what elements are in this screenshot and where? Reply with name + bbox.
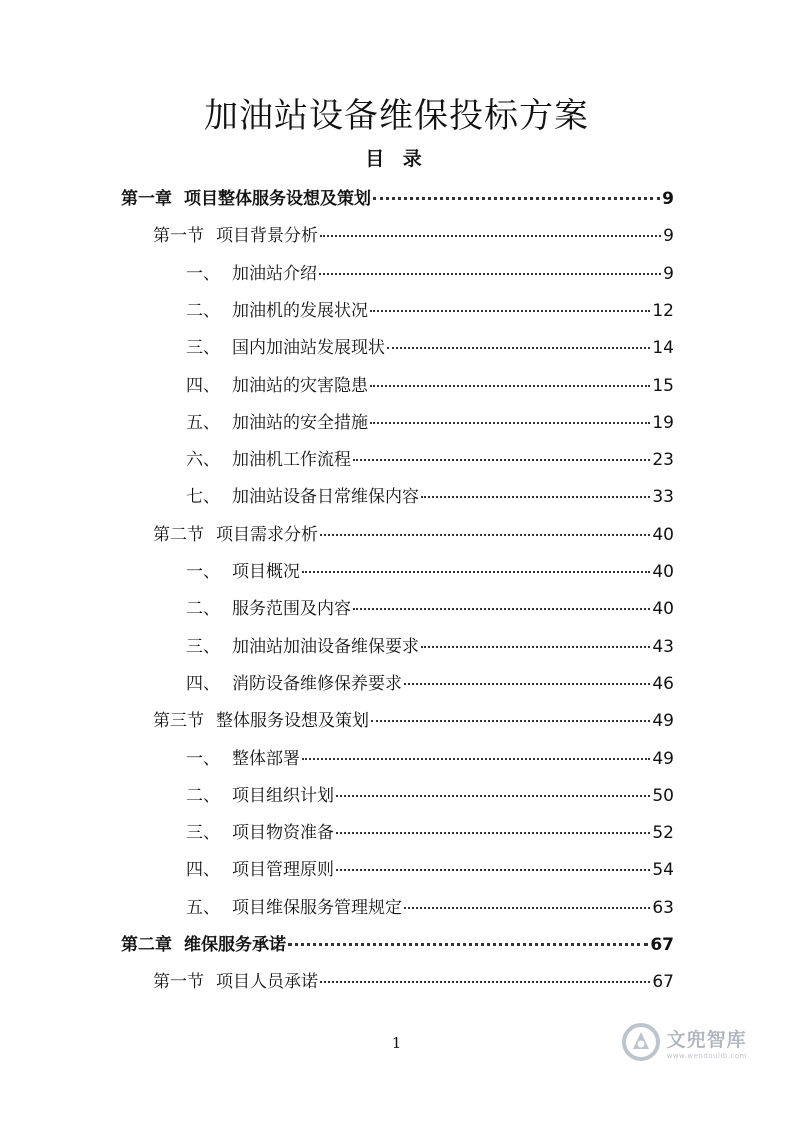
toc-entry-prefix: 第一节 <box>153 972 204 993</box>
toc-entry-prefix: 二、 <box>186 599 220 620</box>
toc-entry-text: 项目背景分析 <box>216 226 318 247</box>
toc-entry-label <box>121 930 286 955</box>
toc-entry-text: 加油机工作流程 <box>232 450 351 471</box>
toc-entry-text: 项目整体服务设想及策划 <box>184 189 371 209</box>
toc-leader-dots <box>302 758 650 760</box>
toc-entry-page: 19 <box>652 412 674 433</box>
toc-entry-page: 43 <box>652 636 674 657</box>
watermark <box>621 1022 747 1062</box>
toc-leader-dots <box>288 943 648 946</box>
toc-entry-text: 国内加油站发展现状 <box>232 338 385 359</box>
toc-entry-prefix: 三、 <box>186 823 220 844</box>
watermark-url: www.wendoulib.com <box>666 1051 747 1060</box>
toc-entry-label <box>153 967 318 992</box>
toc-leader-dots <box>370 310 650 312</box>
toc-entry-page: 40 <box>652 524 674 545</box>
toc-leader-dots <box>302 571 650 573</box>
toc-leader-dots <box>336 869 650 871</box>
toc-entry-text: 项目物资准备 <box>232 823 334 844</box>
toc-entry-text: 消防设备维修保养要求 <box>232 673 402 694</box>
toc-entry-page: 40 <box>652 562 674 582</box>
toc-entry-text: 维保服务承诺 <box>184 935 286 955</box>
toc-entry[interactable] <box>186 259 674 289</box>
toc-entry[interactable] <box>186 557 674 587</box>
toc-leader-dots <box>336 832 650 834</box>
toc-entry-label <box>186 259 317 284</box>
toc-entry-prefix: 一、 <box>186 748 220 769</box>
toc-entry[interactable] <box>153 967 674 997</box>
toc-entry-text: 加油站设备日常维保内容 <box>232 487 419 508</box>
toc-entry-page: 9 <box>663 226 674 247</box>
toc-entry[interactable] <box>186 632 674 662</box>
toc-leader-dots <box>320 534 650 536</box>
toc-entry[interactable] <box>186 408 674 438</box>
toc-leader-dots <box>353 459 650 461</box>
toc-entry-text: 项目人员承诺 <box>216 972 318 993</box>
toc-entry-label <box>186 445 351 470</box>
toc-entry[interactable] <box>186 818 674 848</box>
toc-entry-prefix: 第一节 <box>153 226 204 247</box>
watermark-brand: 文兜智库 <box>666 1028 747 1051</box>
toc-entry-text: 项目需求分析 <box>216 524 318 545</box>
toc-leader-dots <box>370 385 650 387</box>
toc-entry-label <box>186 557 300 582</box>
toc-entry[interactable] <box>153 520 674 550</box>
toc-entry-label <box>186 296 368 321</box>
toc-entry-label <box>121 184 371 209</box>
document-title: 加油站设备维保投标方案 <box>204 96 589 136</box>
toc-entry[interactable] <box>186 893 674 923</box>
toc-entry[interactable] <box>153 221 674 251</box>
toc-leader-dots <box>353 608 650 610</box>
toc-entry-prefix: 第三节 <box>153 711 204 732</box>
toc-entry-page: 40 <box>652 599 674 620</box>
toc-leader-dots <box>320 981 650 983</box>
toc-entry-label <box>186 818 334 843</box>
toc-entry-label <box>186 744 300 769</box>
toc-entry-prefix: 七、 <box>186 487 220 508</box>
toc-entry-page: 9 <box>663 263 674 284</box>
toc-entry[interactable] <box>186 855 674 885</box>
toc-entry-prefix: 三、 <box>186 338 220 359</box>
toc-entry[interactable] <box>186 594 674 624</box>
toc-entry-text: 项目概况 <box>232 562 300 582</box>
toc-entry-page: 67 <box>650 935 674 955</box>
toc-entry-label <box>186 371 368 396</box>
toc-entry-page: 49 <box>652 711 674 732</box>
toc-entry[interactable] <box>186 296 674 326</box>
page-number: 1 <box>391 1034 402 1052</box>
toc-entry[interactable] <box>121 184 674 214</box>
toc-entry-prefix: 四、 <box>186 375 220 396</box>
toc-leader-dots <box>387 347 650 349</box>
toc-entry-text: 项目维保服务管理规定 <box>232 897 402 918</box>
toc-entry-page: 12 <box>652 300 674 321</box>
toc-entry-label <box>186 482 419 507</box>
toc-entry-prefix: 第二章 <box>121 935 172 955</box>
toc-entry-label <box>186 594 351 619</box>
toc-entry-page: 67 <box>652 972 674 993</box>
toc-entry-page: 46 <box>652 673 674 694</box>
toc-entry-prefix: 第一章 <box>121 189 172 209</box>
toc-entry-page: 63 <box>652 897 674 918</box>
toc-entry-label <box>186 669 402 694</box>
toc-entry-text: 整体部署 <box>232 748 300 769</box>
toc-entry-prefix: 第二节 <box>153 524 204 545</box>
toc-entry[interactable] <box>186 371 674 401</box>
toc-entry-text: 加油站的灾害隐患 <box>232 375 368 396</box>
toc-entry-label <box>186 893 402 918</box>
toc-entry-label <box>186 408 368 433</box>
toc-entry-prefix: 四、 <box>186 673 220 694</box>
toc-entry-text: 加油机的发展状况 <box>232 300 368 321</box>
toc-entry[interactable] <box>186 482 674 512</box>
toc-entry-label <box>186 632 419 657</box>
toc-entry-text: 整体服务设想及策划 <box>216 711 369 732</box>
toc-entry-prefix: 二、 <box>186 785 220 806</box>
toc-entry-page: 15 <box>652 375 674 396</box>
toc-entry-prefix: 六、 <box>186 450 220 471</box>
toc-entry-prefix: 一、 <box>186 263 220 284</box>
toc-entry-prefix: 五、 <box>186 897 220 918</box>
toc-entry[interactable] <box>186 781 674 811</box>
toc-entry-label <box>153 706 369 731</box>
toc-leader-dots <box>320 235 661 237</box>
toc-leader-dots <box>336 795 650 797</box>
toc-entry-page: 33 <box>652 487 674 508</box>
toc-entry-prefix: 三、 <box>186 636 220 657</box>
toc-entry[interactable] <box>153 706 674 736</box>
watermark-logo-icon <box>621 1022 661 1062</box>
toc-entry-label <box>186 333 385 358</box>
toc-entry[interactable] <box>186 744 674 774</box>
toc-leader-dots <box>371 720 650 722</box>
toc-entry-label <box>153 221 318 246</box>
toc-entry-text: 项目管理原则 <box>232 860 334 881</box>
toc-entry-page: 9 <box>662 189 674 209</box>
toc-leader-dots <box>373 197 660 200</box>
toc-entry-page: 50 <box>652 785 674 806</box>
toc-entry-label <box>186 855 334 880</box>
toc-entry-text: 加油站加油设备维保要求 <box>232 636 419 657</box>
toc-entry-text: 项目组织计划 <box>232 785 334 806</box>
toc-entry-label <box>153 520 318 545</box>
toc-entry-prefix: 五、 <box>186 412 220 433</box>
toc-entry-page: 54 <box>652 860 674 881</box>
toc-heading: 目 录 <box>365 148 428 170</box>
toc-leader-dots <box>319 273 661 275</box>
toc-entry-page: 52 <box>652 823 674 844</box>
toc-entry-text: 加油站的安全措施 <box>232 412 368 433</box>
toc-leader-dots <box>421 496 650 498</box>
toc-entry-prefix: 二、 <box>186 300 220 321</box>
toc-entry[interactable] <box>186 333 674 363</box>
toc-leader-dots <box>404 907 650 909</box>
toc-entry-prefix: 一、 <box>186 562 220 582</box>
toc-entry-page: 49 <box>652 748 674 769</box>
toc-entry-page: 23 <box>652 450 674 471</box>
toc-entry[interactable] <box>121 930 674 960</box>
toc-entry-prefix: 四、 <box>186 860 220 881</box>
toc-leader-dots <box>404 683 650 685</box>
toc-entry-text: 服务范围及内容 <box>232 599 351 620</box>
toc-entry-label <box>186 781 334 806</box>
toc-entry-page: 14 <box>652 338 674 359</box>
toc-entry-text: 加油站介绍 <box>232 263 317 284</box>
toc-leader-dots <box>370 422 650 424</box>
toc-leader-dots <box>421 646 650 648</box>
toc-entry[interactable] <box>186 669 674 699</box>
toc-entry[interactable] <box>186 445 674 475</box>
